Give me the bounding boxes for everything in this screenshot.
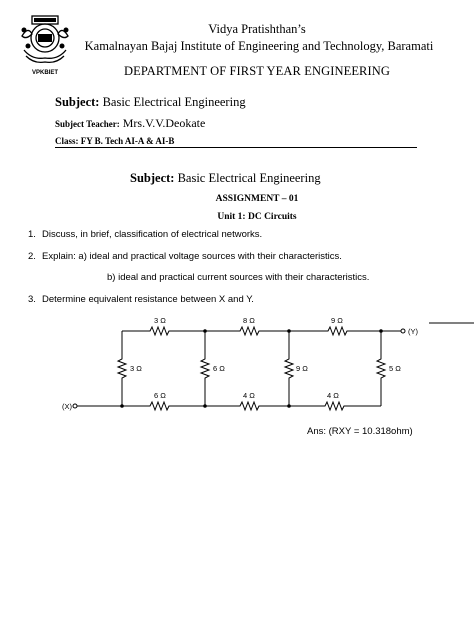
- terminal-x-label: (X): [62, 402, 72, 411]
- class-line: Class: FY B. Tech AI-A & AI-B: [55, 136, 175, 146]
- subject-value: Basic Electrical Engineering: [99, 95, 246, 109]
- terminal-y-label: (Y): [408, 327, 418, 336]
- question-text: Explain: a) ideal and practical voltage sources with their characteristics.: [42, 251, 342, 262]
- vertical-resistor-label: 5 Ω: [389, 364, 401, 373]
- vertical-resistor-3: [285, 331, 293, 406]
- header-divider: [55, 147, 417, 148]
- question-text: b) ideal and practical current sources with their characteristics.: [107, 272, 370, 283]
- subject-line: [55, 95, 246, 110]
- question-2b: [107, 272, 369, 283]
- institute-name-line1: Vidya Pratishthan’s: [208, 22, 306, 36]
- assignment-title: ASSIGNMENT – 01: [215, 194, 299, 204]
- question-number: 1.: [28, 229, 36, 240]
- logo-caption: VPKBIET: [31, 70, 59, 76]
- bottom-resistor-label: 4 Ω: [327, 391, 339, 400]
- answer-text: Ans: (RXY = 10.318ohm): [307, 426, 413, 437]
- bottom-resistor-label: 6 Ω: [154, 391, 166, 400]
- node-dot: [203, 404, 207, 408]
- vertical-resistor-label: 3 Ω: [130, 364, 142, 373]
- question-3: [28, 294, 254, 305]
- node-dot: [203, 329, 207, 333]
- assignment-subject-value: Basic Electrical Engineering: [174, 171, 321, 185]
- question-text: Discuss, in brief, classification of electrical networks.: [42, 229, 263, 240]
- teacher-line: [55, 116, 205, 131]
- vertical-resistor-label: 6 Ω: [213, 364, 225, 373]
- node-dot: [120, 404, 124, 408]
- bottom-resistor-label: 4 Ω: [243, 391, 255, 400]
- institute-name-line2: Kamalnayan Bajaj Institute of Engineering and Technology, Baramati: [84, 39, 434, 53]
- terminal-x-dot: [73, 404, 77, 408]
- vertical-resistor-1: [118, 331, 126, 406]
- top-wire: [122, 327, 401, 335]
- node-dot: [287, 329, 291, 333]
- teacher-value: Mrs.V.V.Deokate: [119, 116, 206, 130]
- node-dot: [379, 329, 383, 333]
- top-resistor-label: 8 Ω: [243, 316, 255, 325]
- top-resistor-label: 3 Ω: [154, 316, 166, 325]
- assignment-subject-label: Subject:: [130, 171, 175, 185]
- bottom-wire: [75, 402, 381, 410]
- vertical-resistor-label: 9 Ω: [296, 364, 308, 373]
- vertical-resistor-2: [201, 331, 209, 406]
- assignment-subject-line: [130, 171, 321, 186]
- question-number: 3.: [28, 294, 36, 305]
- question-2a: [28, 251, 342, 262]
- vertical-resistor-4: [377, 331, 385, 406]
- node-dot: [287, 404, 291, 408]
- question-number: 2.: [28, 251, 36, 262]
- question-1: [28, 229, 262, 240]
- unit-title: Unit 1: DC Circuits: [217, 212, 297, 222]
- teacher-label: Subject Teacher:: [55, 119, 120, 129]
- subject-label: Subject:: [55, 95, 100, 109]
- department-title: DEPARTMENT OF FIRST YEAR ENGINEERING: [123, 64, 391, 78]
- top-resistor-label: 9 Ω: [331, 316, 343, 325]
- terminal-y-dot: [401, 329, 405, 333]
- question-text: Determine equivalent resistance between X and Y.: [42, 294, 254, 305]
